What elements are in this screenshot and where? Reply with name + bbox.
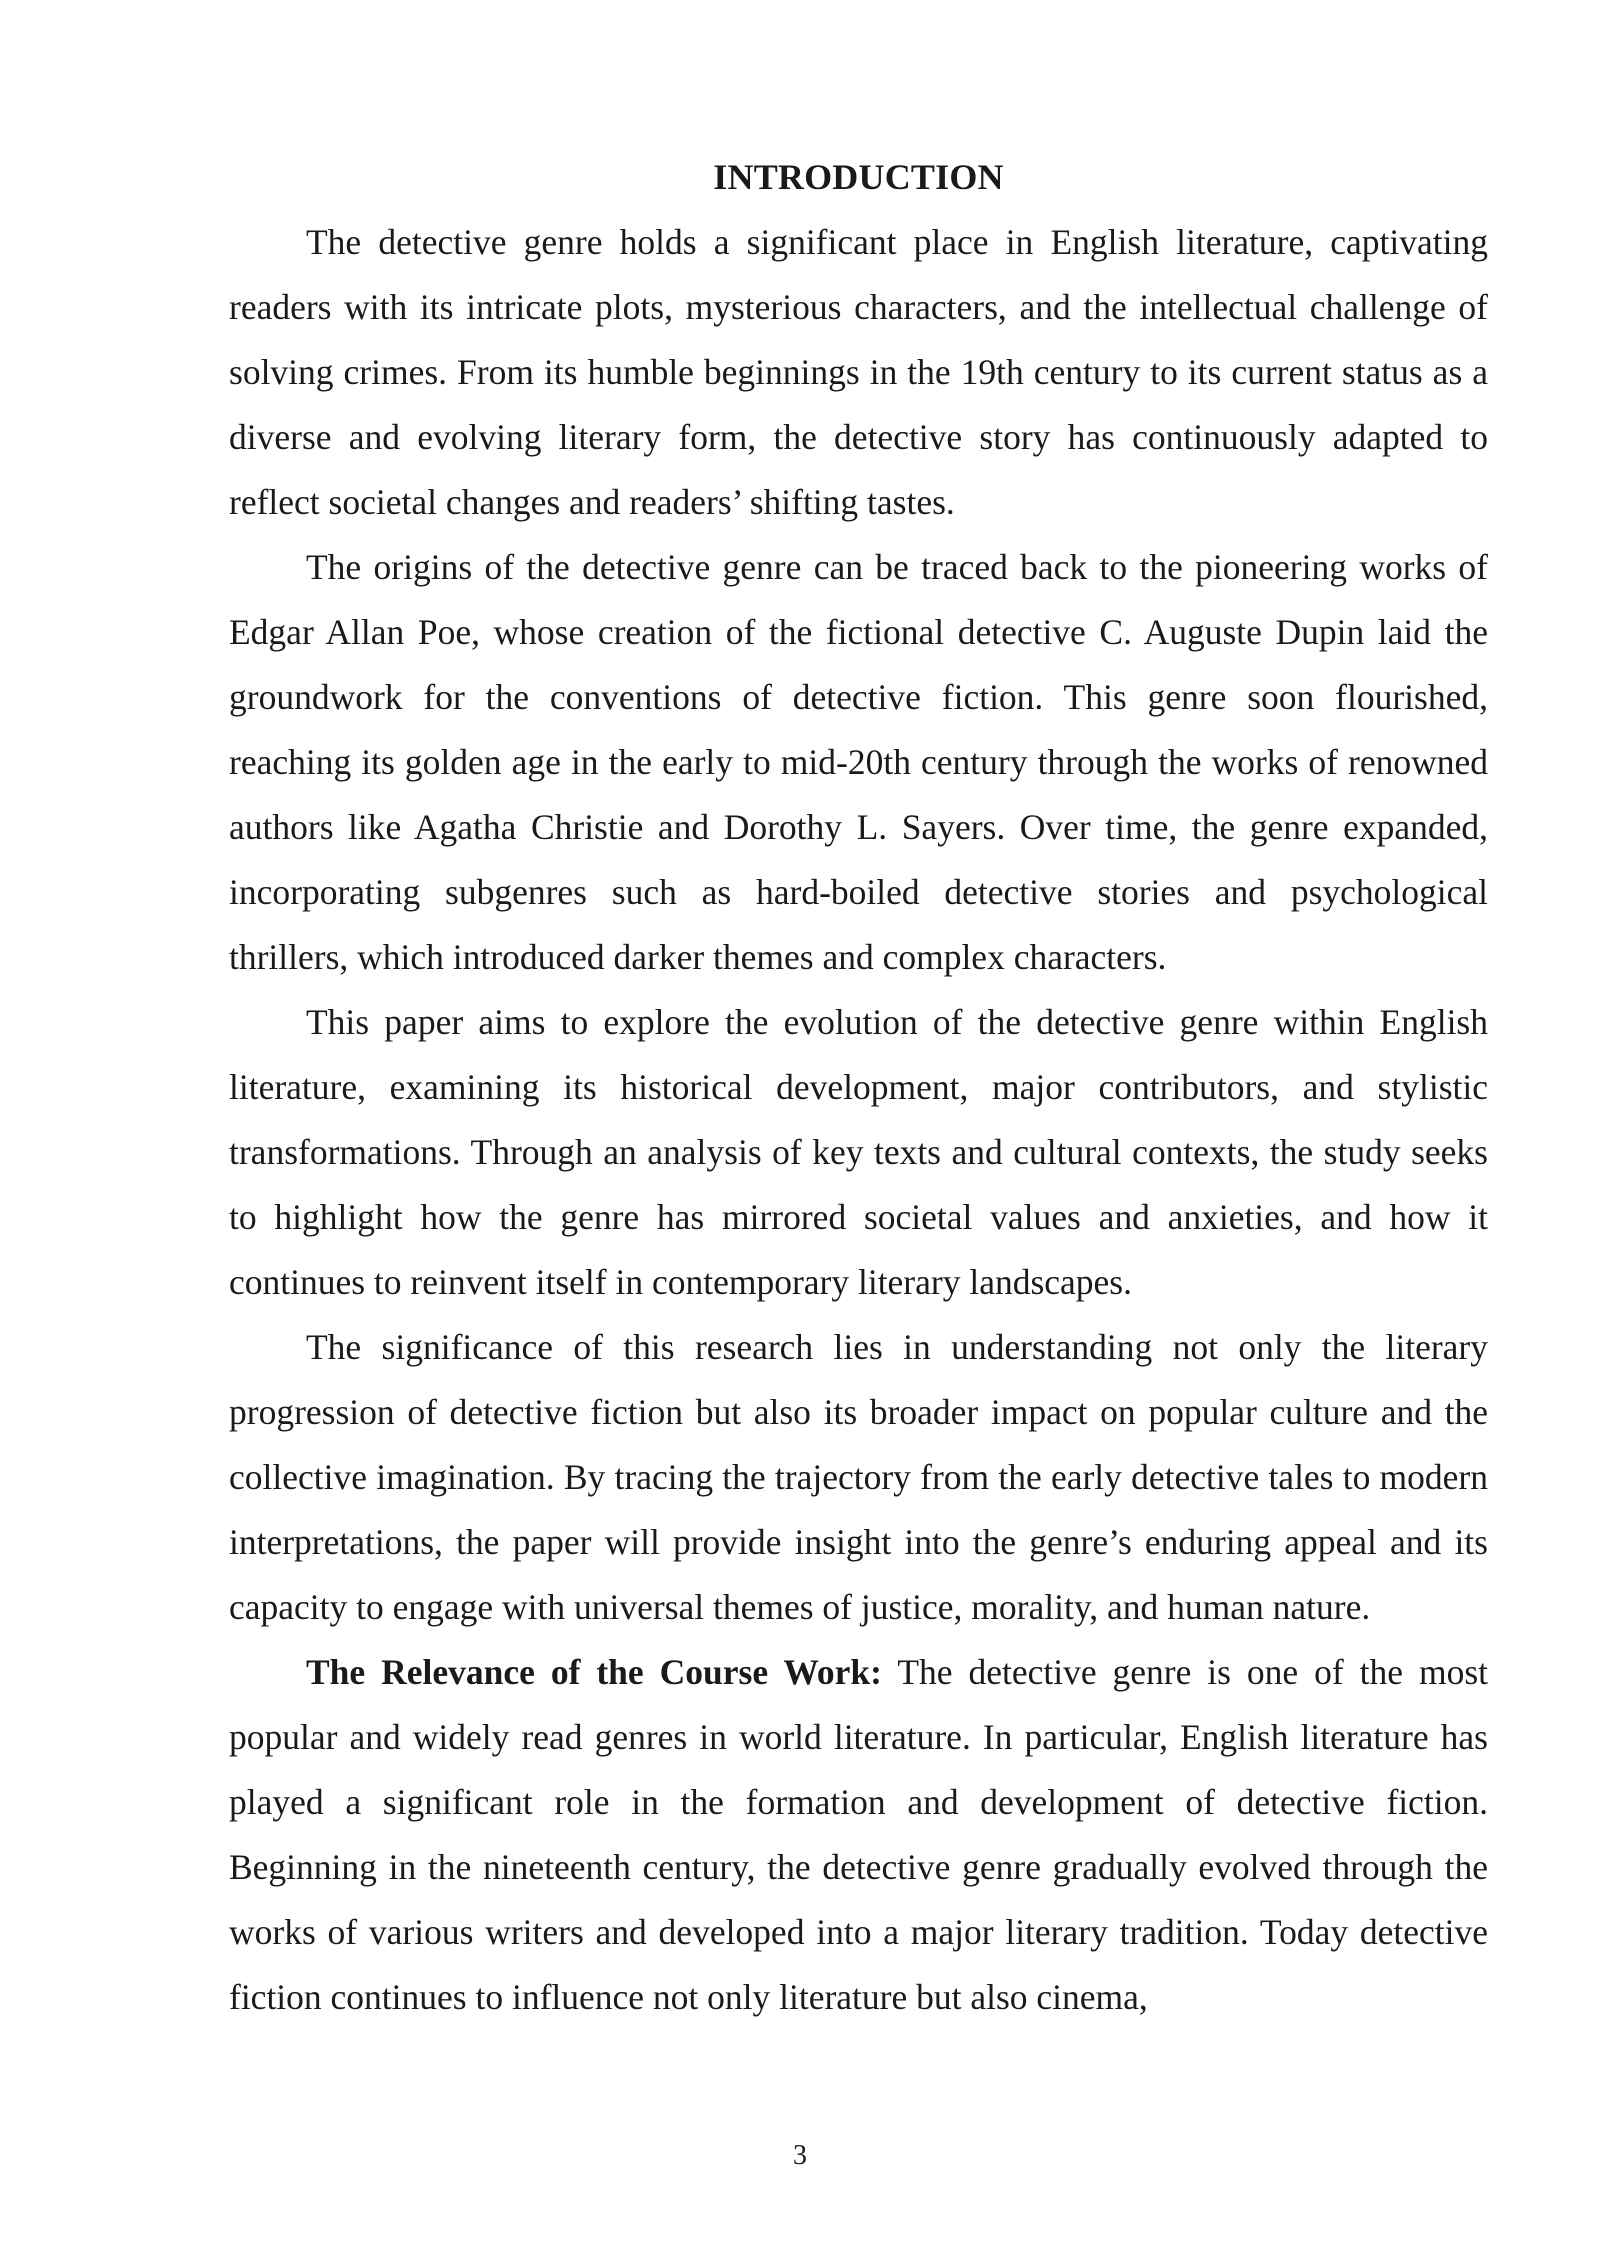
paragraph-origins: The origins of the detective genre can be traced back to the pioneering works of Edgar Allan Poe, whose creation of the fictional detective C. Auguste Dupin laid the groundwork for the conventions of detective fiction. This genre soon flourished, reaching its golden age in the early to mid-20th century through the works of renowned authors like Agatha Christie and Dorothy L. Sayers. Over time, the genre expanded, incorporating subgenres such as hard-boiled detective stories and psychological thrillers, which introduced darker themes and complex characters. bbox=[229, 547, 1488, 977]
relevance-text: The detective genre is one of the most popular and widely read genres in world literature. In particular, English literature has played a significant role in the formation and development of detective fiction. Beginning in the nineteenth century, the detective genre gradually evolved through the works of various writers and developed into a major literary tradition. Today detective fiction continues to influence not only literature but also cinema, bbox=[229, 1652, 1489, 2017]
section-heading: INTRODUCTION bbox=[713, 157, 1004, 197]
page-number: 3 bbox=[793, 2140, 807, 2171]
page-content bbox=[229, 145, 1488, 2030]
relevance-label: The Relevance of the Course Work: bbox=[306, 1652, 883, 1692]
paragraph-relevance bbox=[229, 1640, 1488, 2030]
paragraph-significance: The significance of this research lies in understanding not only the literary progression of detective fiction but also its broader impact on popular culture and the collective imagination. By tracing the trajectory from the early detective tales to modern interpretations, the paper will provide insight into the genre’s enduring appeal and its capacity to engage with universal themes of justice, morality, and human nature. bbox=[229, 1327, 1488, 1627]
paragraph-intro: The detective genre holds a significant place in English literature, captivating readers with its intricate plots, mysterious characters, and the intellectual challenge of solving crimes. From its humble beginnings in the 19th century to its current status as a diverse and evolving literary form, the detective story has continuously adapted to reflect societal changes and readers’ shifting tastes. bbox=[229, 222, 1488, 522]
paragraph-aims: This paper aims to explore the evolution of the detective genre within English literature, examining its historical development, major contributors, and stylistic transformations. Through an analysis of key texts and cultural contexts, the study seeks to highlight how the genre has mirrored societal values and anxieties, and how it continues to reinvent itself in contemporary literary landscapes. bbox=[229, 1002, 1488, 1302]
